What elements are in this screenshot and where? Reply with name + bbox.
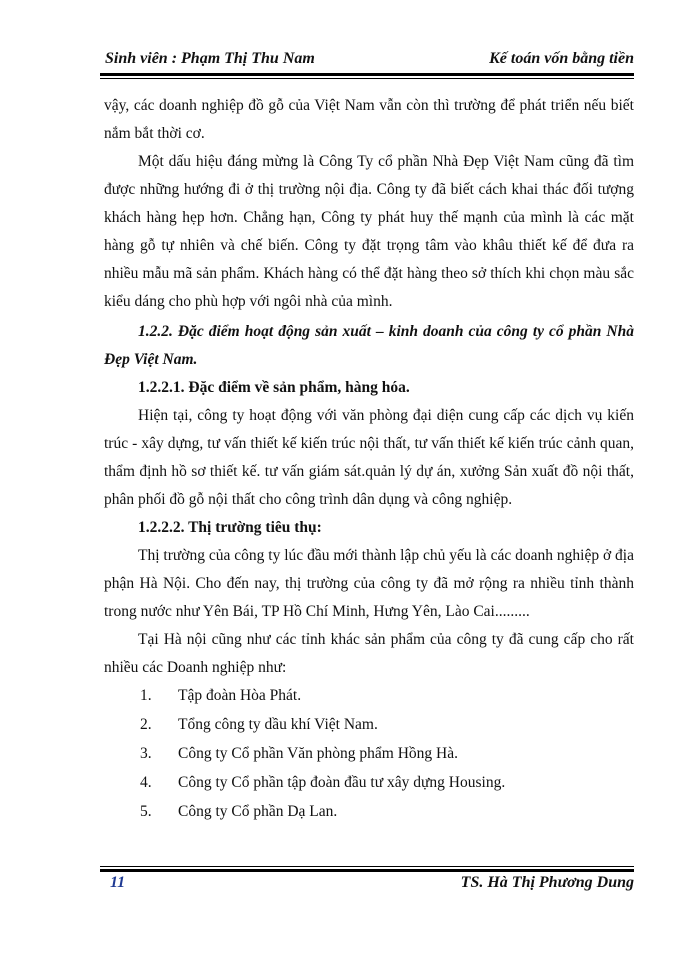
list-item: 5. Công ty Cổ phần Dạ Lan. [140,803,338,820]
header-title: Kế toán vốn bằng tiền [489,50,634,67]
list-item: 1. Tập đoàn Hòa Phát. [140,687,302,704]
list-item: 4. Công ty Cổ phần tập đoàn đầu tư xây dựng Housing. [140,774,506,791]
page-header [100,47,634,71]
page-footer [100,874,634,898]
page-number: 11 [110,874,126,891]
page-body [104,92,634,827]
paragraph-company: Một dấu hiệu đáng mừng là Công Ty cổ phần Nhà Đẹp Việt Nam cũng đã tìm được những hướng đi ở thị trường nội địa. Công ty đã biết cách khai thác đối tượng khách hàng hẹp hơn. Chẳng hạn, Công ty phát huy thế mạnh của mình là các mặt hàng gỗ tự nhiên và chế biến. Công ty đặt trọng tâm vào khâu thiết kế để đưa ra nhiều mẫu mã sản phẩm. Khách hàng có thể đặt hàng theo sở thích khi chọn màu sắc kiểu dáng cho phù hợp với ngôi nhà của mình. [104,153,634,310]
client-list [104,682,634,827]
section-heading: 1.2.2. Đặc điểm hoạt động sản xuất – kinh doanh của công ty cổ phần Nhà Đẹp Việt Nam. [104,323,634,368]
list-item: 2. Tổng công ty dầu khí Việt Nam. [140,716,378,733]
paragraph-products: Hiện tại, công ty hoạt động với văn phòng đại diện cung cấp các dịch vụ kiến trúc - xây dựng, tư vấn thiết kế kiến trúc nội thất, tư vấn thiết kế kiến trúc cảnh quan, thẩm định hồ sơ thiết kế. tư vấn giám sát.quản lý dự án, xưởng Sản xuất đồ nội thất, phân phối đồ gỗ nội thất cho công trình dân dụng và công nghiệp. [104,407,634,508]
footer-author: TS. Hà Thị Phương Dung [460,874,634,891]
subsection-heading-products: 1.2.2.1. Đặc điểm về sản phẩm, hàng hóa. [138,379,410,396]
paragraph-market: Thị trường của công ty lúc đầu mới thành lập chủ yếu là các doanh nghiệp ở địa phận Hà Nội. Cho đến nay, thị trường của công ty đã mở rộng ra nhiều tỉnh thành trong nước như Yên Bái, TP Hồ Chí Minh, Hưng Yên, Lào Cai......... [104,547,634,620]
header-student: Sinh viên : Phạm Thị Thu Nam [105,50,315,67]
paragraph-intro: vậy, các doanh nghiệp đồ gỗ của Việt Nam vẫn còn thì trường để phát triển nếu biết nắm bắt thời cơ. [104,97,634,142]
footer-rule [100,866,634,872]
header-rule [100,73,634,79]
paragraph-clients: Tại Hà nội cũng như các tỉnh khác sản phẩm của công ty đã cung cấp cho rất nhiều các Doanh nghiệp như: [104,631,634,676]
list-item: 3. Công ty Cổ phần Văn phòng phẩm Hồng Hà. [140,745,458,762]
subsection-heading-market: 1.2.2.2. Thị trường tiêu thụ: [138,519,322,536]
